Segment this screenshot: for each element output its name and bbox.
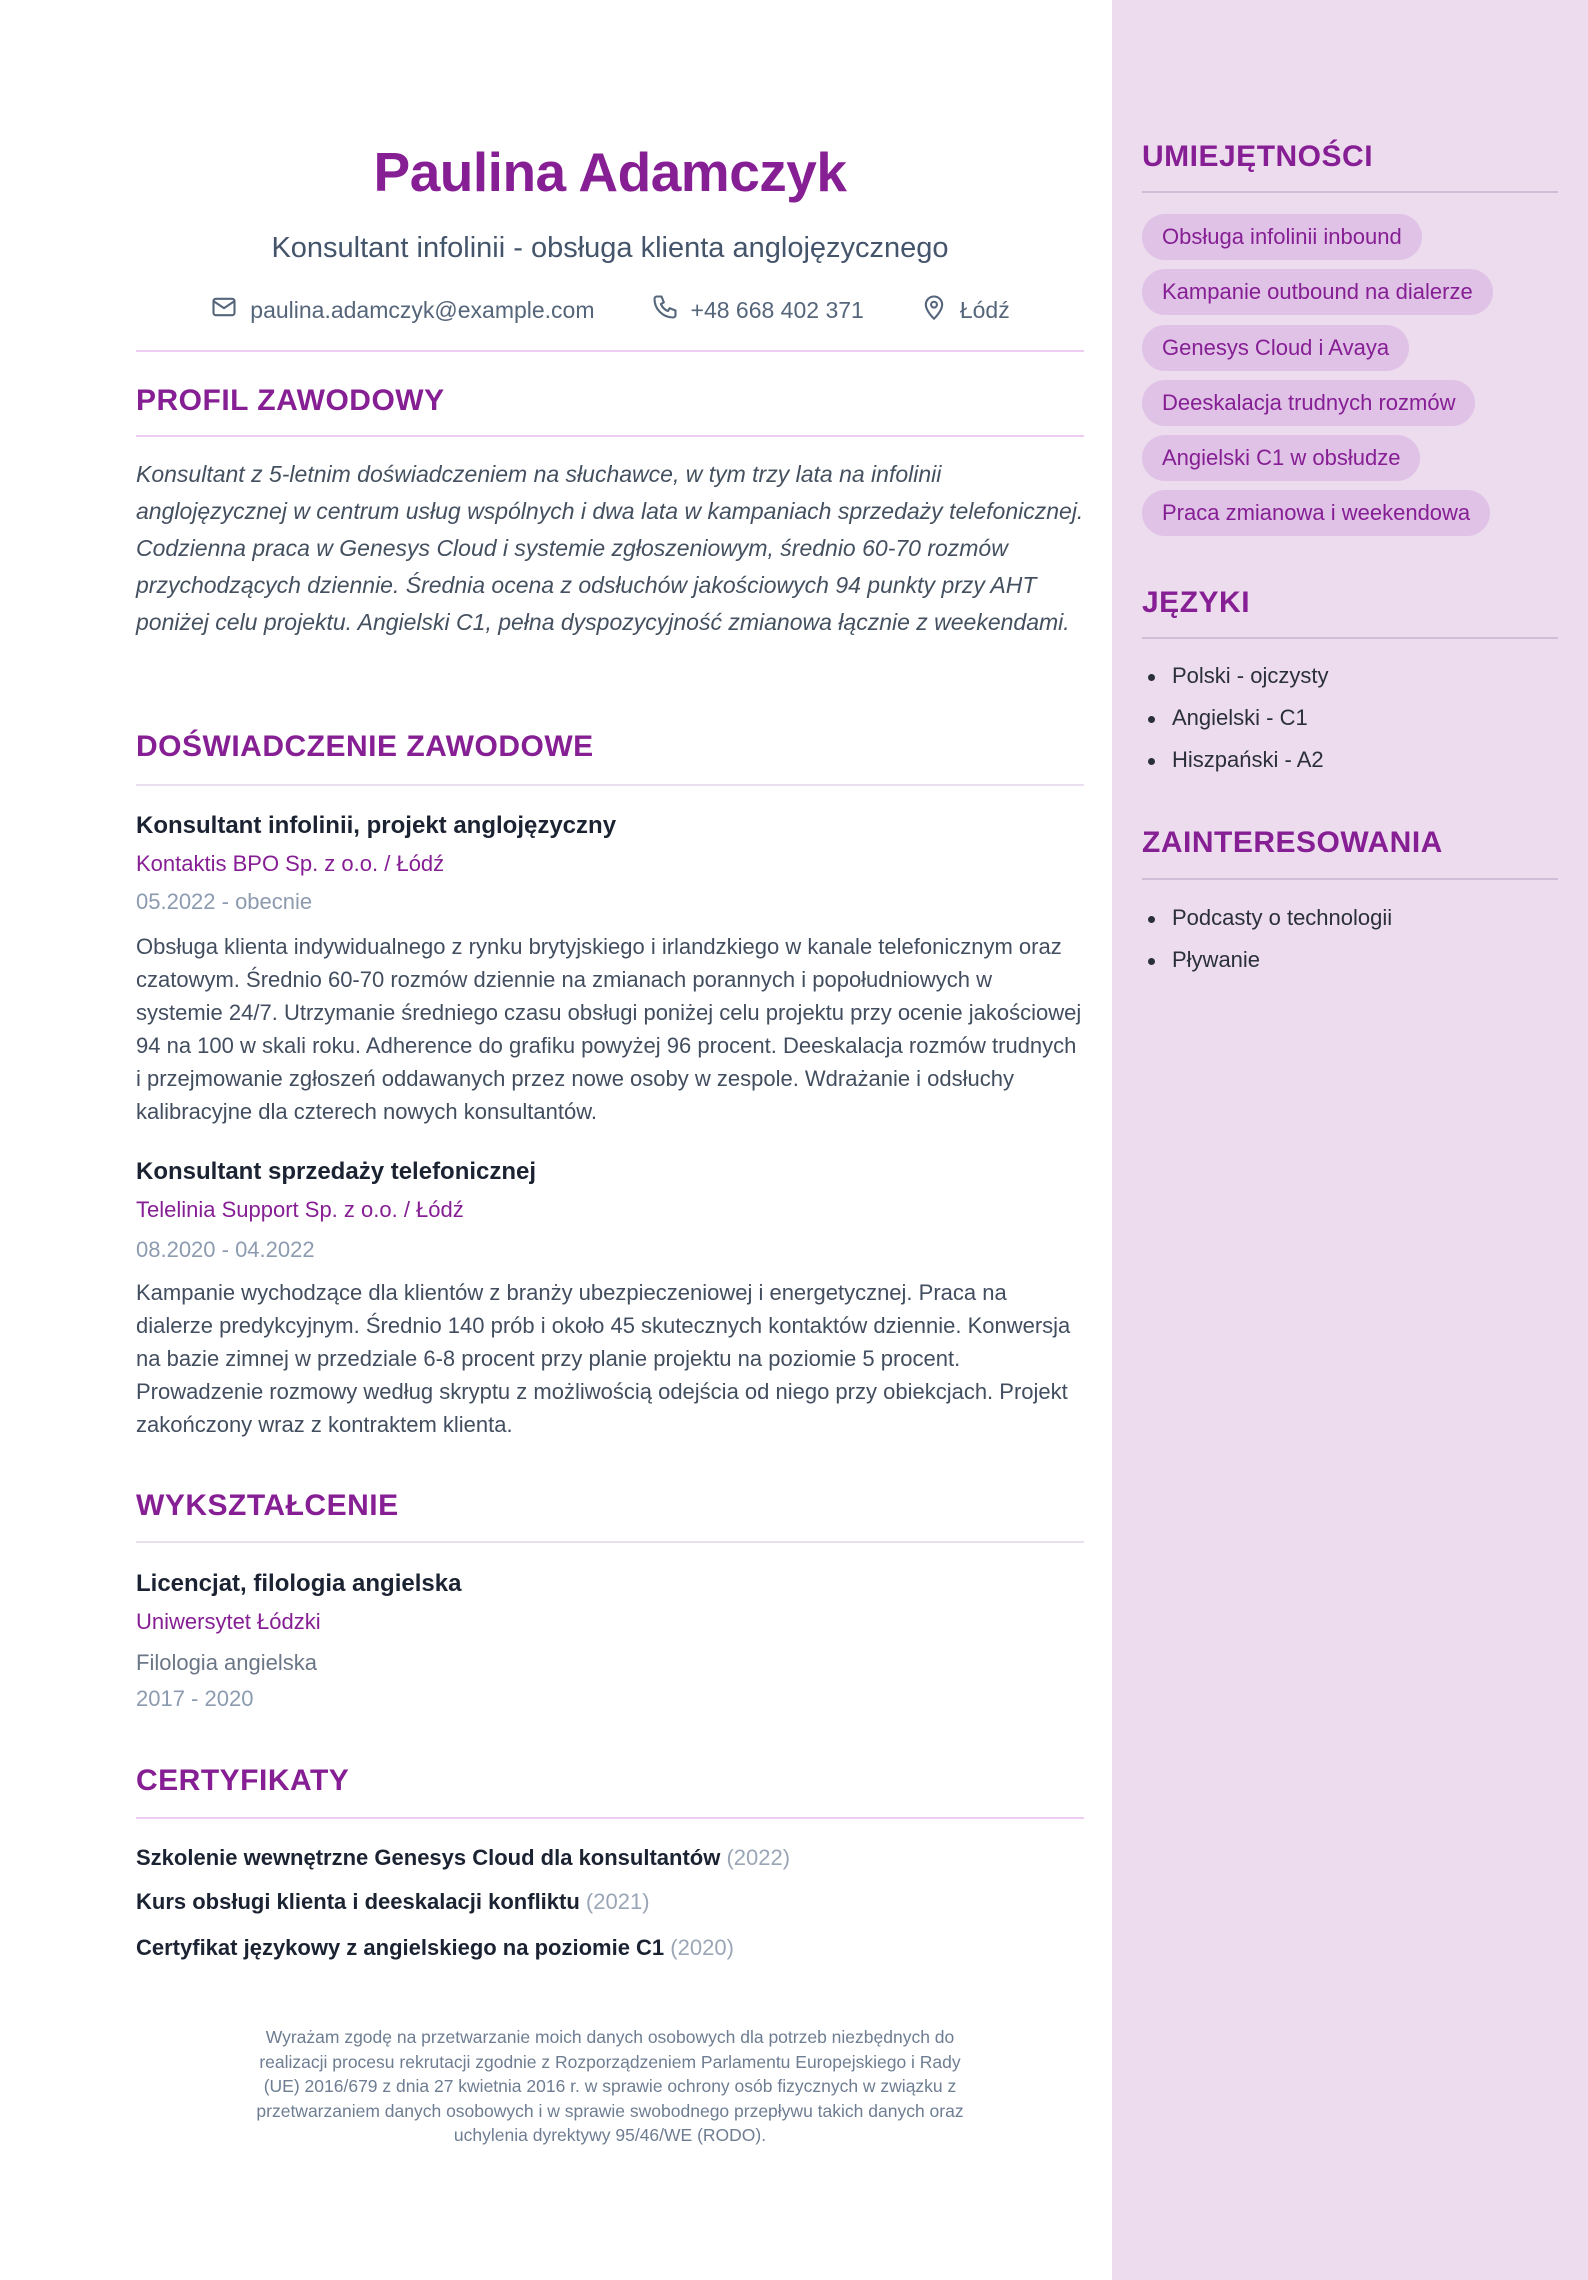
gdpr-consent: Wyrażam zgodę na przetwarzanie moich danych osobowych dla potrzeb niezbędnych do realizacji procesu rekrutacji zgodnie z Rozporządzeniem Parlamentu Europejskiego i Rady (UE) 2016/679 z dnia 27 kwietnia 2016 r. w sprawie ochrony osób fizycznych w związku z przetwarzaniem danych osobowych i w sprawie swobodnego przepływu takich danych oraz uchylenia dyrektywy 95/46/WE (RODO). bbox=[256, 2027, 964, 2145]
certificate-name: Kurs obsługi klienta i deeskalacji konfliktu bbox=[136, 1889, 580, 1914]
interests-heading: ZAINTERESOWANIA bbox=[1142, 826, 1443, 859]
profile-divider bbox=[136, 435, 1084, 437]
job-dates: 08.2020 - 04.2022 bbox=[136, 1237, 315, 1262]
skill-pill: Angielski C1 w obsłudze bbox=[1142, 435, 1420, 481]
languages-list bbox=[1142, 655, 1328, 781]
profile-heading: PROFIL ZAWODOWY bbox=[136, 384, 445, 417]
certificate-item bbox=[136, 1935, 734, 1961]
location-pin-icon bbox=[920, 293, 948, 327]
education-school: Uniwersytet Łódzki bbox=[136, 1609, 321, 1634]
certificate-year: (2022) bbox=[726, 1845, 791, 1870]
job-company: Telelinia Support Sp. z o.o. / Łódź bbox=[136, 1197, 464, 1222]
contact-phone[interactable] bbox=[651, 293, 864, 327]
email-text: paulina.adamczyk@example.com bbox=[250, 296, 595, 323]
certificate-name: Certyfikat językowy z angielskiego na poziomie C1 bbox=[136, 1935, 665, 1960]
candidate-role: Konsultant infolinii - obsługa klienta anglojęzycznego bbox=[271, 232, 949, 264]
job-title: Konsultant infolinii, projekt anglojęzyczny bbox=[136, 812, 617, 839]
skills-divider bbox=[1142, 191, 1558, 193]
phone-text: +48 668 402 371 bbox=[690, 296, 864, 323]
sidebar bbox=[1112, 0, 1588, 2280]
education-degree: Licencjat, filologia angielska bbox=[136, 1570, 462, 1597]
certificate-item bbox=[136, 1845, 790, 1871]
skill-pill: Obsługa infolinii inbound bbox=[1142, 214, 1422, 260]
certificates-divider bbox=[136, 1817, 1084, 1819]
job-title: Konsultant sprzedaży telefonicznej bbox=[136, 1158, 537, 1185]
contact-city bbox=[920, 293, 1010, 327]
experience-heading: DOŚWIADCZENIE ZAWODOWE bbox=[136, 730, 594, 763]
languages-divider bbox=[1142, 637, 1558, 639]
header-divider bbox=[136, 350, 1084, 352]
education-field: Filologia angielska bbox=[136, 1650, 317, 1675]
skill-pill: Deeskalacja trudnych rozmów bbox=[1142, 380, 1475, 426]
contact-email[interactable] bbox=[210, 293, 594, 327]
candidate-name: Paulina Adamczyk bbox=[373, 141, 847, 203]
certificates-heading: CERTYFIKATY bbox=[136, 1764, 350, 1797]
certificate-name: Szkolenie wewnętrzne Genesys Cloud dla konsultantów bbox=[136, 1845, 721, 1870]
language-item: Angielski - C1 bbox=[1142, 697, 1328, 739]
profile-text: Konsultant z 5-letnim doświadczeniem na słuchawce, w tym trzy lata na infolinii anglojęzycznej w centrum usług wspólnych i dwa lata w kampaniach sprzedaży telefonicznej. Codzienna praca w Genesys Cloud i systemie zgłoszeniowym, średnio 60-70 rozmów przychodzących dziennie. Średnia ocena z odsłuchów jakościowych 94 punkty przy AHT poniżej celu projektu. Angielski C1, pełna dyspozycyjność zmianowa łącznie z weekendami. bbox=[136, 461, 1084, 635]
skills-heading: UMIEJĘTNOŚCI bbox=[1142, 140, 1374, 173]
skill-pill: Genesys Cloud i Avaya bbox=[1142, 325, 1409, 371]
skill-pill: Praca zmianowa i weekendowa bbox=[1142, 490, 1490, 536]
contact-bar bbox=[136, 293, 1084, 327]
language-item: Hiszpański - A2 bbox=[1142, 739, 1328, 781]
job-description: Kampanie wychodzące dla klientów z branży ubezpieczeniowej i energetycznej. Praca na dialerze predykcyjnym. Średnio 140 prób i około 45 skutecznych kontaktów dziennie. Konwersja na bazie zimnej w przedziale 6-8 procent przy planie projektu na poziomie 5 procent. Prowadzenie rozmowy według skryptu z możliwością odejścia od niego przy obiekcjach. Projekt zakończony wraz z kontraktem klienta. bbox=[136, 1280, 1071, 1437]
certificate-year: (2020) bbox=[670, 1935, 734, 1960]
phone-icon bbox=[651, 293, 679, 327]
mail-icon bbox=[210, 293, 238, 327]
skill-pill: Kampanie outbound na dialerze bbox=[1142, 269, 1493, 315]
job-company: Kontaktis BPO Sp. z o.o. / Łódź bbox=[136, 851, 445, 876]
education-divider bbox=[136, 1541, 1084, 1543]
experience-divider bbox=[136, 784, 1084, 786]
interest-item: Podcasty o technologii bbox=[1142, 897, 1392, 939]
interests-list bbox=[1142, 897, 1392, 981]
education-dates: 2017 - 2020 bbox=[136, 1686, 254, 1711]
languages-heading: JĘZYKI bbox=[1142, 586, 1251, 619]
certificate-year: (2021) bbox=[585, 1889, 650, 1914]
education-heading: WYKSZTAŁCENIE bbox=[136, 1489, 399, 1522]
interests-divider bbox=[1142, 878, 1558, 880]
city-text: Łódź bbox=[959, 296, 1010, 323]
certificate-item bbox=[136, 1889, 650, 1915]
interest-item: Pływanie bbox=[1142, 939, 1392, 981]
language-item: Polski - ojczysty bbox=[1142, 655, 1328, 697]
job-dates: 05.2022 - obecnie bbox=[136, 889, 313, 914]
job-description: Obsługa klienta indywidualnego z rynku brytyjskiego i irlandzkiego w kanale telefonicznym oraz czatowym. Średnio 60-70 rozmów dziennie na zmianach porannych i popołudniowych w systemie 24/7. Utrzymanie średniego czasu obsługi poniżej celu projektu przy ocenie jakościowej 94 na 100 w skali roku. Adherence do grafiku powyżej 96 procent. Deeskalacja rozmów trudnych i przejmowanie zgłoszeń oddawanych przez nowe osoby w zespole. Wdrażanie i odsłuchy kalibracyjne dla czterech nowych konsultantów. bbox=[136, 934, 1082, 1124]
